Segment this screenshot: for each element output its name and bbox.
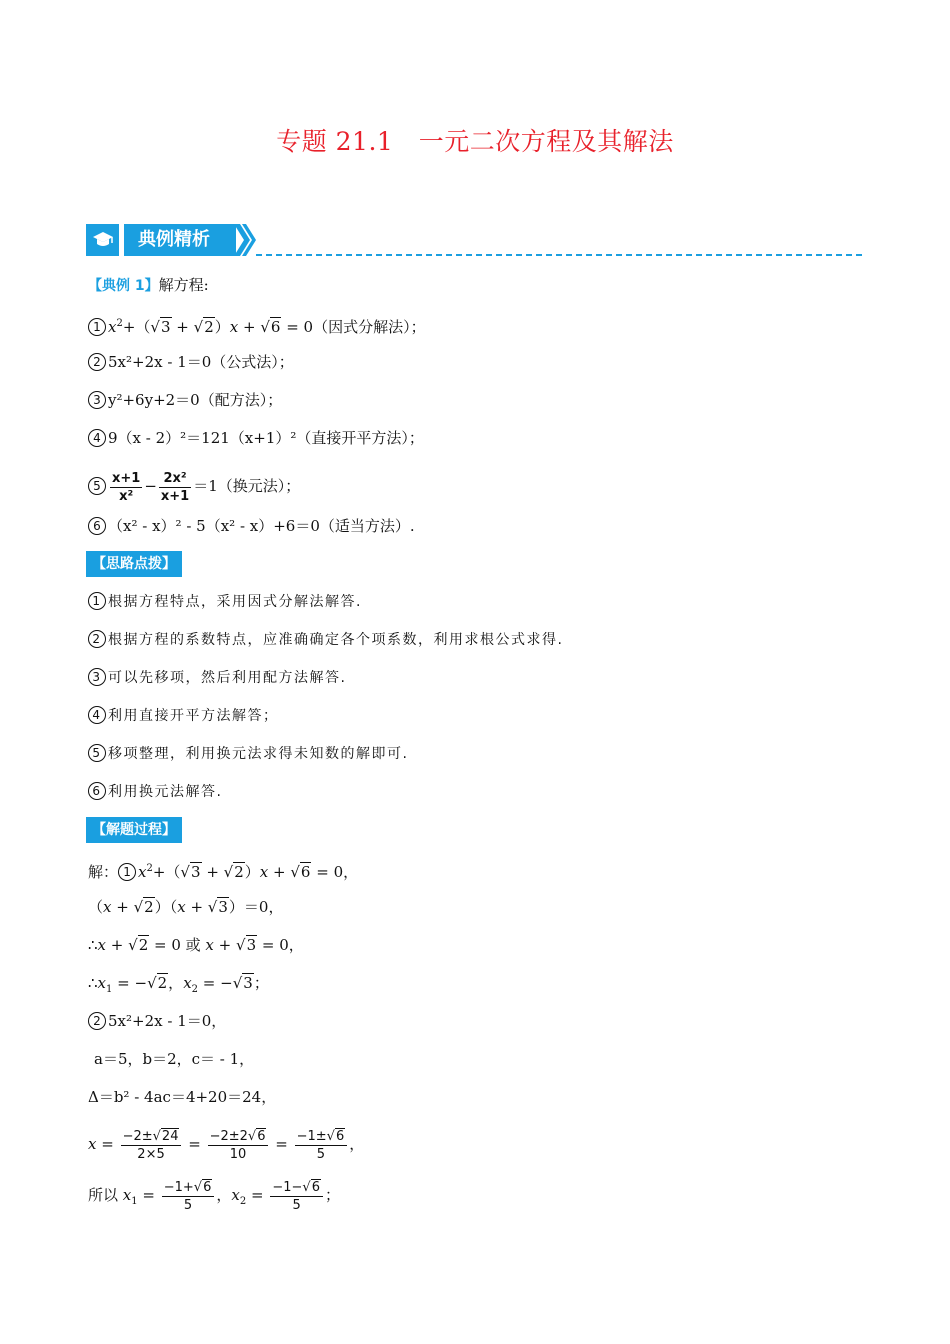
example-heading xyxy=(88,275,209,296)
hint-item-3: 3 可以先移项，然后利用配方法解答. xyxy=(88,668,346,688)
hints-badge: 【思路点拨】 xyxy=(86,551,182,577)
example-item-1: 1 $x^2+(√3 + √2)x + √6 = 0$（因式分解法）； xyxy=(88,314,426,337)
item-equation: y²+6y+2＝0 xyxy=(108,391,200,409)
chevron-right-icon xyxy=(234,222,258,258)
example-item-4 xyxy=(88,428,424,448)
item-method: （公式法）； xyxy=(211,353,294,371)
solution-line-3: ∴x + √2 = 0 或 x + √3 = 0， xyxy=(88,936,304,954)
example-item-5: 5 $\frac{x+1}{\text{x²}}$ − $\frac{\text{2x²}}{x+1}$ ＝1（换元法）； xyxy=(88,466,300,506)
item-number: 6 xyxy=(88,517,106,535)
hint-item-2: 2 根据方程的系数特点，应准确确定各个项系数，利用求根公式求得. xyxy=(88,630,563,650)
item-equation: （x² - x）² - 5（x² - x）+6＝0 xyxy=(108,517,320,535)
solution-line-1: 解： 1 $x^2+(√3 + √2)x + √6 = 0$， xyxy=(88,863,359,881)
solution-badge: 【解题过程】 xyxy=(86,817,182,843)
hint-item-5: 5 移项整理，利用换元法求得未知数的解即可. xyxy=(88,744,408,764)
solution-coefficients: a＝5，b＝2，c＝ - 1， xyxy=(94,1050,255,1068)
solution-formula: x = $\frac{-2\pm√24}{2\times 5}$ = $\frac{-2\pm 2√6}{10}$ = $\frac{-1\pm√6}{5}$ ， xyxy=(88,1128,365,1162)
example-item-6 xyxy=(88,516,415,536)
hint-item-1: 1 根据方程特点，采用因式分解法解答. xyxy=(88,592,362,612)
item-method: （因式分解法）； xyxy=(313,318,426,336)
page-title: 专题 21.1 一元二次方程及其解法 xyxy=(276,127,674,156)
section-label: 典例精析 xyxy=(124,224,236,256)
item-number: 4 xyxy=(88,429,106,447)
hint-item-4: 4 利用直接开平方法解答； xyxy=(88,706,279,726)
item-method: ＝1（换元法）； xyxy=(193,477,301,495)
solution-line-4: $\therefore x_1 = -√2$，$x_2 = -√3$； xyxy=(88,974,269,995)
item-number: 1 xyxy=(88,318,106,336)
item-method: （适当方法）. xyxy=(319,517,415,535)
item-number: 5 xyxy=(88,477,106,495)
graduation-cap-icon xyxy=(86,224,119,256)
section-header xyxy=(86,222,862,260)
example-item-2 xyxy=(88,352,294,372)
solution-line-2: （x + √2）（x + √3）＝0， xyxy=(88,898,284,916)
item-equation: 9（x - 2）²＝121（x+1）² xyxy=(108,429,297,447)
dashed-divider xyxy=(256,254,862,256)
item-method: （配方法）； xyxy=(199,391,283,409)
solution-delta: Δ＝b² - 4ac＝4+20＝24， xyxy=(88,1088,277,1106)
solution-result: 所以 $x_1$ = $\frac{-1+√6}{5}$ ，$x_2$ = $\frac{-1-√6}{5}$ ； xyxy=(88,1179,340,1213)
example-prompt: 解方程: xyxy=(158,276,209,294)
item-method: （直接开平方法）； xyxy=(296,429,424,447)
example-item-3 xyxy=(88,390,282,410)
item-equation: 5x²+2x - 1＝0 xyxy=(108,353,212,371)
solution-line-5: 2 5x²+2x - 1＝0， xyxy=(88,1011,226,1031)
hint-item-6: 6 利用换元法解答. xyxy=(88,782,222,802)
item-number: 3 xyxy=(88,391,106,409)
example-tag: 【典例 1】 xyxy=(88,278,159,294)
item-number: 2 xyxy=(88,353,106,371)
